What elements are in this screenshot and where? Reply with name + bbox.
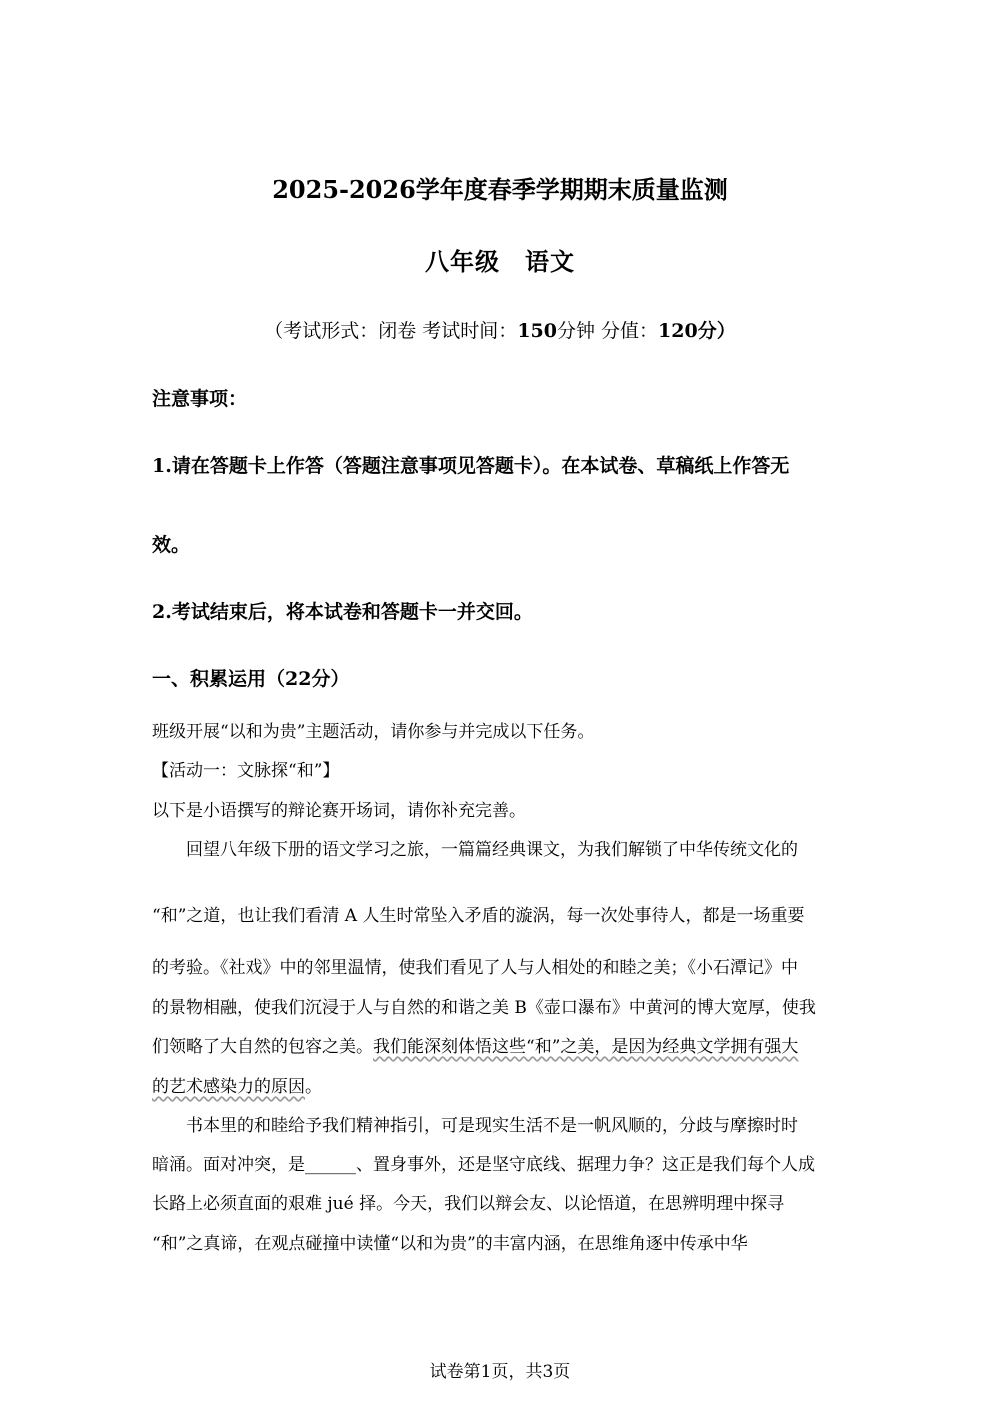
passage-line: 的考验。《社戏》中的邻里温情，使我们看见了人与人相处的和睦之美；《小石潭记》中 [152,958,798,978]
passage-line: 书本里的和睦给予我们精神指引，可是现实生活不是一帆风顺的，分歧与摩擦时时 [186,1116,798,1136]
passage-line: “和”之道，也让我们看清 A 人生时常坠入矛盾的漩涡，每一次处事待人，都是一场重要 [152,906,805,926]
notice-item-2: 2.考试结束后，将本试卷和答题卡一并交回。 [152,601,533,623]
notice-item-1-cont: 效。 [152,534,191,556]
section-intro: 班级开展“以和为贵”主题活动，请你参与并完成以下任务。 [152,722,595,742]
exam-info [0,316,1000,343]
activity-heading: 【活动一：文脉探“和”】 [152,761,340,781]
passage-line [152,1072,322,1097]
passage-line-with-blank: 暗涌。面对冲突，是______、置身事外，还是坚守底线、据理力争？这正是我们每个人成 [152,1155,815,1175]
exam-info-open: （考试形式：闭卷 考试时间： [264,320,518,342]
wavy-underlined-sentence-cont: 的艺术感染力的原因 [152,1077,305,1097]
exam-time-value: 150 [517,320,557,342]
passage-line: 回望八年级下册的语文学习之旅，一篇篇经典课文，为我们解锁了中华传统文化的 [186,840,798,860]
wavy-underlined-sentence: 我们能深刻体悟这些“和”之美，是因为经典文学拥有强大 [373,1037,799,1057]
task-instruction: 以下是小语撰写的辩论赛开场词，请你补充完善。 [152,801,526,821]
exam-info-mid: 分钟 分值： [556,320,659,342]
notice-heading: 注意事项： [152,388,248,410]
page-subtitle: 八年级 语文 [425,247,575,276]
section-heading: 一、积累运用（22分） [152,668,350,690]
exam-info-close: 分） [697,320,736,342]
passage-text: 。 [305,1077,322,1097]
page-footer: 试卷第1页，共3页 [429,1362,571,1382]
passage-text: 们领略了大自然的包容之美。 [152,1037,373,1057]
passage-line [152,1032,798,1057]
page-title: 2025-2026学年度春季学期期末质量监测 [272,175,728,204]
exam-score-value: 120 [658,320,698,342]
passage-line: 的景物相融，使我们沉浸于人与自然的和谐之美 B《壶口瀑布》中黄河的博大宽厚，使我 [152,998,816,1018]
notice-item-1: 1.请在答题卡上作答（答题注意事项见答题卡）。在本试卷、草稿纸上作答无 [152,455,790,477]
passage-line: “和”之真谛，在观点碰撞中读懂“以和为贵”的丰富内涵，在思维角逐中传承中华 [152,1234,748,1254]
passage-line: 长路上必须直面的艰难 jué 择。今天，我们以辩会友、以论悟道，在思辨明理中探寻 [152,1194,785,1214]
